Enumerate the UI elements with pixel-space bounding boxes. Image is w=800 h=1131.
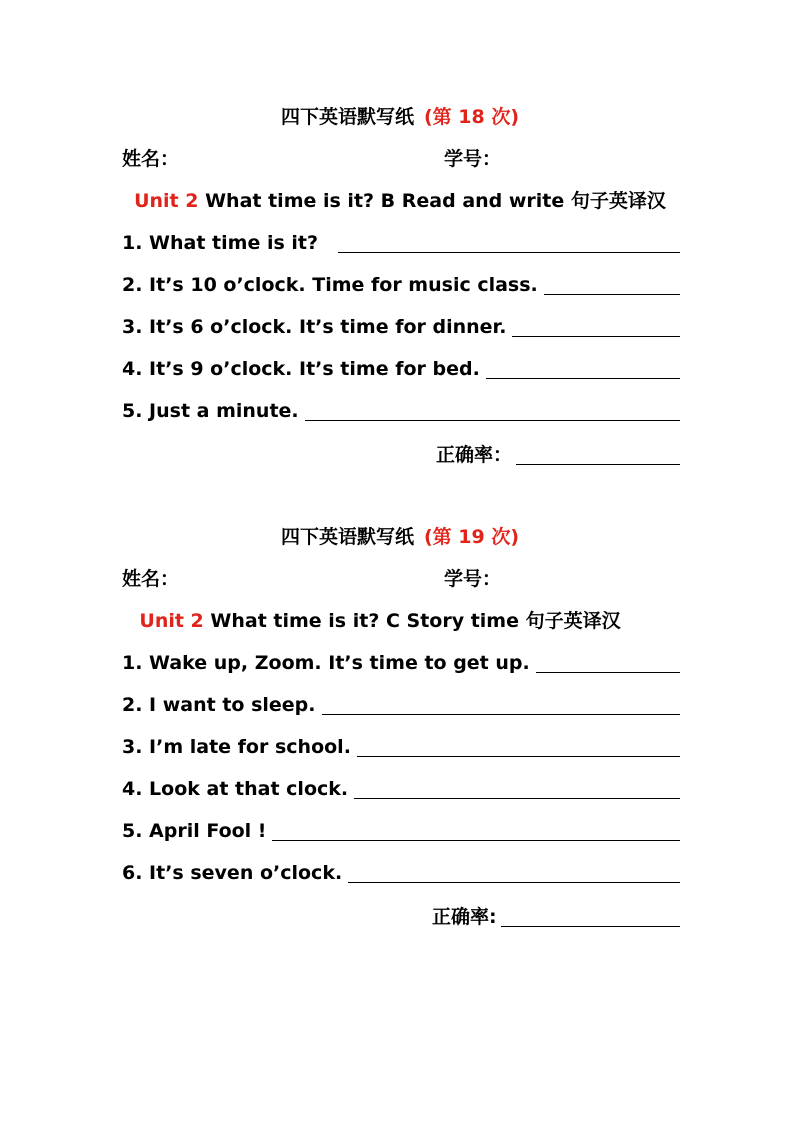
sheet-title-count: (第 19 次) xyxy=(423,526,520,548)
accuracy-row xyxy=(432,900,680,934)
question-item xyxy=(122,646,680,680)
sheet-title xyxy=(0,520,800,554)
question-item xyxy=(122,310,680,344)
question-text: 5. Just a minute. xyxy=(122,400,299,422)
sheet-title-main: 四下英语默写纸 xyxy=(280,106,414,128)
unit-label: Unit 2 xyxy=(134,190,199,212)
answer-blank[interactable] xyxy=(305,419,680,421)
answer-blank[interactable] xyxy=(348,881,680,883)
question-text: 2. I want to sleep. xyxy=(122,694,316,716)
question-item xyxy=(122,730,680,764)
answer-blank[interactable] xyxy=(544,293,680,295)
section-subtitle xyxy=(0,604,800,638)
question-item xyxy=(122,394,680,428)
question-item xyxy=(122,856,680,890)
sheet-title-main: 四下英语默写纸 xyxy=(280,526,414,548)
student-info-row xyxy=(122,562,682,596)
section-subtitle xyxy=(0,184,800,218)
question-text: 3. I’m late for school. xyxy=(122,736,351,758)
student-info-row xyxy=(122,142,682,176)
question-item xyxy=(122,814,680,848)
name-label: 姓名： xyxy=(122,568,180,590)
accuracy-label: 正确率： xyxy=(436,444,513,466)
question-text: 1. Wake up, Zoom. It’s time to get up. xyxy=(122,652,530,674)
answer-blank[interactable] xyxy=(322,713,681,715)
answer-blank[interactable] xyxy=(354,797,680,799)
subtitle-text: What time is it? B Read and write 句子英译汉 xyxy=(198,190,666,212)
accuracy-label: 正确率: xyxy=(432,906,497,928)
subtitle-text: What time is it? C Story time 句子英译汉 xyxy=(203,610,621,632)
question-text: 2. It’s 10 o’clock. Time for music class. xyxy=(122,274,538,296)
question-item xyxy=(122,688,680,722)
sheet-title xyxy=(0,100,800,134)
student-id-label: 学号： xyxy=(444,148,502,170)
question-text: 3. It’s 6 o’clock. It’s time for dinner. xyxy=(122,316,507,338)
question-item xyxy=(122,268,680,302)
student-id-label: 学号： xyxy=(444,568,502,590)
question-item xyxy=(122,352,680,386)
sheet-title-count: (第 18 次) xyxy=(423,106,520,128)
question-text: 5. April Fool ! xyxy=(122,820,267,842)
answer-blank[interactable] xyxy=(512,335,680,337)
answer-blank[interactable] xyxy=(357,755,680,757)
question-text: 4. Look at that clock. xyxy=(122,778,349,800)
accuracy-blank[interactable] xyxy=(501,925,680,927)
answer-blank[interactable] xyxy=(272,839,680,841)
accuracy-row xyxy=(436,438,680,472)
question-text: 4. It’s 9 o’clock. It’s time for bed. xyxy=(122,358,480,380)
question-text: 1. What time is it? xyxy=(122,232,319,254)
answer-blank[interactable] xyxy=(486,377,680,379)
answer-blank[interactable] xyxy=(536,671,680,673)
question-text: 6. It’s seven o’clock. xyxy=(122,862,343,884)
unit-label: Unit 2 xyxy=(139,610,204,632)
answer-blank[interactable] xyxy=(338,251,680,253)
name-label: 姓名： xyxy=(122,148,180,170)
accuracy-blank[interactable] xyxy=(516,463,680,465)
question-item xyxy=(122,772,680,806)
question-item xyxy=(122,226,680,260)
